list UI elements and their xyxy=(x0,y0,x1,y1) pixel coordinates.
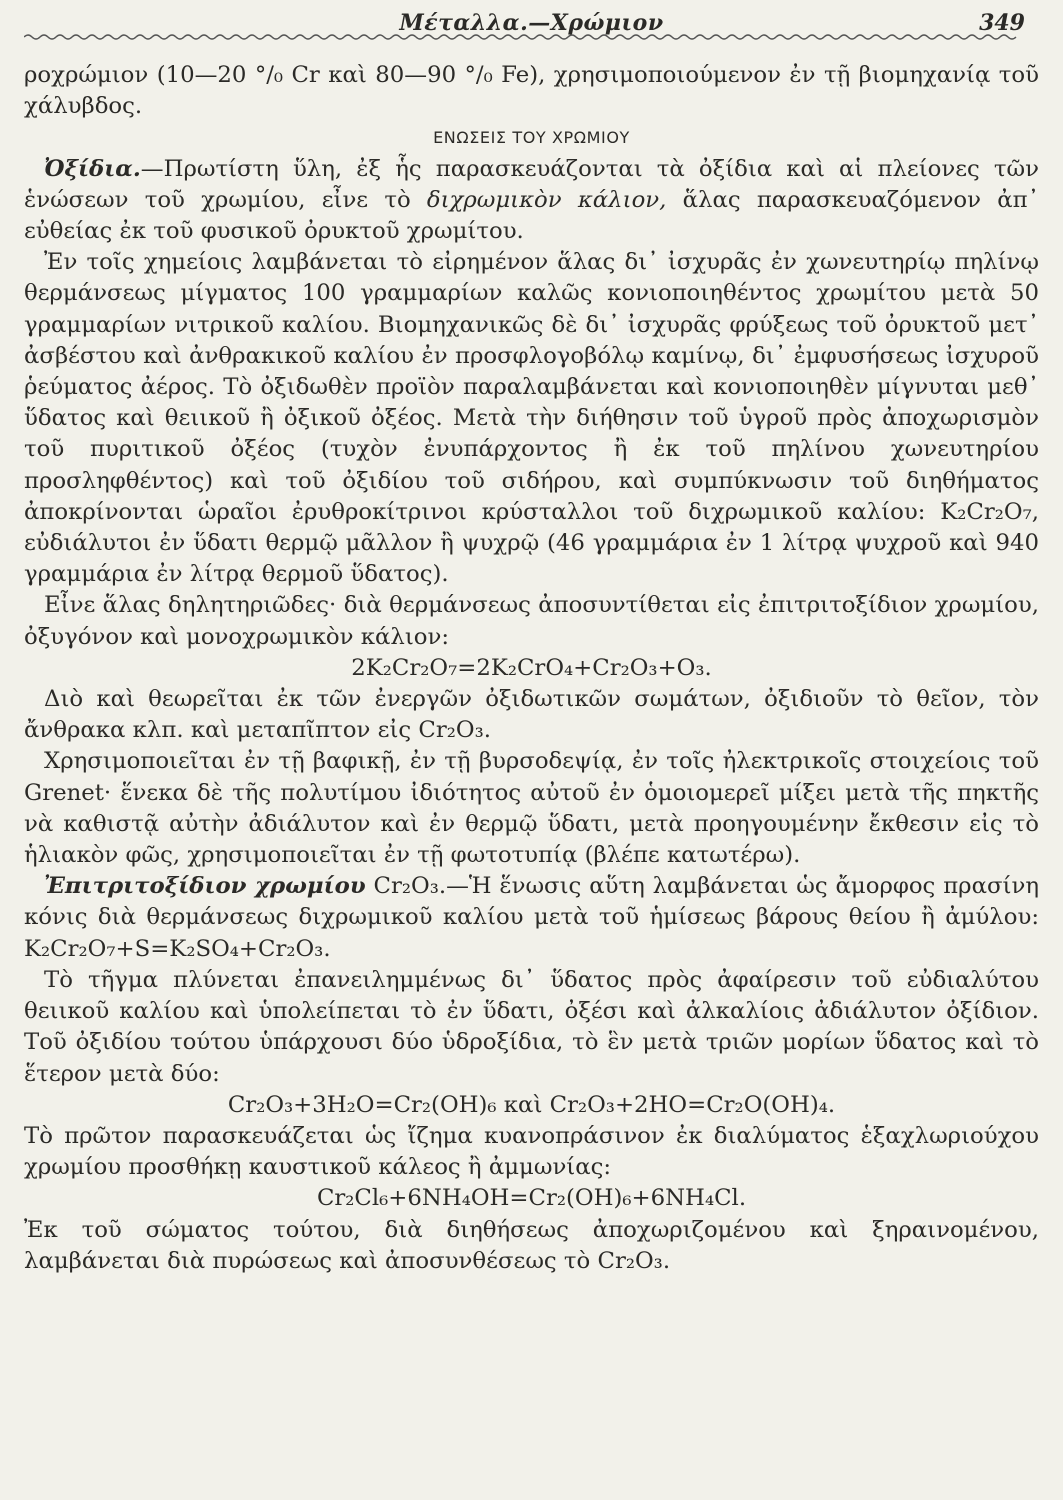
wavy-rule xyxy=(24,32,1039,42)
equation-3: Cr₂Cl₆+6NH₄OH=Cr₂(OH)₆+6NH₄Cl. xyxy=(316,1185,747,1212)
running-title: Μέταλλα.—Χρώμιον xyxy=(399,10,664,36)
paragraph-uses: Χρησιμοποιεῖται ἐν τῇ βαφικῇ, ἐν τῇ βυρσοδεψίᾳ, ἐν τοῖς ἠλεκτρικοῖς στοιχείοις τοῦ Grenet· ἕνεκα δὲ τῆς πολυτίμου ἰδιότητος αὐτοῦ ἐν ὁμοιομερεῖ μίξει μετὰ τῆς πηκτῆς νὰ καθιστᾷ αὐτὴν ἀδιάλυτον καὶ ἐν θερμῷ ὕδατι, μετὰ προηγουμένην ἔκθεσιν εἰς τὸ ἡλιακὸν φῶς, χρησιμοποιεῖται ἐν τῇ φωτοτυπίᾳ (βλέπε κατωτέρω). xyxy=(24,748,1039,869)
term-oxides: Ὀξίδια. xyxy=(44,155,141,182)
term-dichromate: διχρωμικὸν κάλιον, xyxy=(426,186,667,213)
lab-formula: K₂Cr₂O₇ xyxy=(940,498,1032,525)
equation-1: 2K₂Cr₂O₇=2K₂CrO₄+Cr₂O₃+O₃. xyxy=(351,654,712,681)
trioxide-text: Cr₂O₃.—Ἡ ἕνωσις αὕτη λαμβάνεται ὡς ἄμορφος πρασίνη κόνις διὰ θερμάνσεως διχρωμικοῦ καλίου μετὰ τοῦ ἡμίσεως βάρους θείου ἢ ἀμύλου: K₂Cr₂O₇+S=K₂SO₄+Cr₂O₃. xyxy=(24,873,1039,962)
paragraph-poison: Εἶνε ἅλας δηλητηριῶδες· διὰ θερμάνσεως ἀποσυντίθεται εἰς ἐπιτριτοξίδιον χρωμίου, ὀξυγόνον καὶ μονοχρωμικὸν κάλιον: xyxy=(24,592,1039,650)
paragraph-first: Τὸ πρῶτον παρασκευάζεται ὡς ἴζημα κυανοπράσινον ἐκ διαλύματος ἑξαχλωριούχου χρωμίου προσθήκῃ καυστικοῦ κάλεος ἢ ἀμμωνίας: xyxy=(24,1122,1039,1181)
paragraph-trioxide xyxy=(24,871,1039,965)
paragraph-intro: ροχρώμιον (10—20 °/₀ Cr καὶ 80—90 °/₀ Fe), χρησιμοποιούμενον ἐν τῇ βιομηχανίᾳ τοῦ χάλυβδος. xyxy=(24,62,1039,120)
oxides-text-b: ἅλας παρασκευαζόμενον ἀπ᾽ εὐθείας ἐκ τοῦ φυσικοῦ ὀρυκτοῦ χρωμίτου. xyxy=(24,186,1040,245)
term-trioxide: Ἐπιτριτοξίδιον χρωμίου xyxy=(44,873,366,900)
paragraph-oxides xyxy=(24,154,1039,248)
paragraph-lab xyxy=(24,247,1039,590)
main-text xyxy=(24,60,1039,1277)
lab-text-a: Ἐν τοῖς χημείοις λαμβάνεται τὸ εἰρημένον ἅλας δι᾽ ἰσχυρᾶς ἐν χωνευτηρίῳ πηλίνῳ θερμάνσεως μίγματος 100 γραμμαρίων καλῶς κονιοποιηθέντος χρωμίτου μετὰ 50 γραμμαρίων νιτρικοῦ καλίου. Βιομηχανικῶς δὲ δι᾽ ἰσχυρᾶς φρύξεως τοῦ ὀρυκτοῦ μετ᾽ ἀσβέστου καὶ ἀνθρακικοῦ καλίου ἐν προσφλογοβόλῳ καμίνῳ, δι᾽ ἐμφυσήσεως ἰσχυροῦ ῥεύματος ἀέρος. Τὸ ὀξιδωθὲν προϊὸν παραλαμβάνεται καὶ κονιοποιηθὲν μίγνυται μεθ᾽ ὕδατος καὶ θειικοῦ ἢ ὀξικοῦ ὀξέος. Μετὰ τὴν διήθησιν τοῦ ὑγροῦ πρὸς ἀποχωρισμὸν τοῦ πυριτικοῦ ὀξέος (τυχὸν ἐνυπάρχοντος ἢ ἐκ τοῦ πηλίνου χωνευτηρίου προσληφθέντος) καὶ τοῦ ὀξιδίου τοῦ σιδήρου, καὶ συμπύκνωσιν τοῦ διηθήματος ἀποκρίνονται ὡραῖοι ἐρυθροκίτρινοι κρύσταλλοι τοῦ διχρωμικοῦ καλίου: xyxy=(24,249,1039,525)
paragraph-washing: Τὸ τῆγμα πλύνεται ἐπανειλημμένως δι᾽ ὕδατος πρὸς ἀφαίρεσιν τοῦ εὐδιαλύτου θειικοῦ καλίου καὶ ὑπολείπεται τὸ ἐν ὕδατι, ὀξέσι καὶ ἀλκαλίοις ἀδιάλυτον ὀξίδιον. Τοῦ ὀξιδίου τούτου ὑπάρχουσι δύο ὑδροξίδια, τὸ ἓν μετὰ τριῶν μορίων ὕδατος καὶ τὸ ἕτερον μετὰ δύο: xyxy=(24,966,1039,1087)
oxides-text-a: —Πρωτίστη ὕλη, ἐξ ἧς παρασκευάζονται τὰ ὀξίδια καὶ αἱ πλείονες τῶν ἑνώσεων τοῦ χρωμίου, εἶνε τὸ xyxy=(24,155,1039,213)
section-heading: ΕΝΩΣΕΙΣ ΤΟΥ ΧΡΩΜΙΟΥ xyxy=(433,128,630,148)
page-number: 349 xyxy=(979,10,1025,36)
paragraph-oxidizer: Διὸ καὶ θεωρεῖται ἐκ τῶν ἐνεργῶν ὀξιδωτικῶν σωμάτων, ὀξιδιοῦν τὸ θεῖον, τὸν ἄνθρακα κλπ. καὶ μεταπῖπτον εἰς Cr₂O₃. xyxy=(24,686,1039,744)
lab-text-b: , εὐδιάλυτοι ἐν ὕδατι θερμῷ μᾶλλον ἢ ψυχρῷ (46 γραμμάρια ἐν 1 λίτρᾳ ψυχροῦ καὶ 940 γραμμάρια ἐν λίτρᾳ θερμοῦ ὕδατος). xyxy=(24,498,1039,588)
equation-2: Cr₂O₃+3H₂O=Cr₂(OH)₆ καὶ Cr₂O₃+2HO=Cr₂O(OH)₄. xyxy=(227,1091,836,1118)
paragraph-last: Ἐκ τοῦ σώματος τούτου, διὰ διηθήσεως ἀποχωριζομένου καὶ ξηραινομένου, λαμβάνεται διὰ πυρώσεως καὶ ἀποσυνθέσεως τὸ Cr₂O₃. xyxy=(24,1216,1039,1274)
